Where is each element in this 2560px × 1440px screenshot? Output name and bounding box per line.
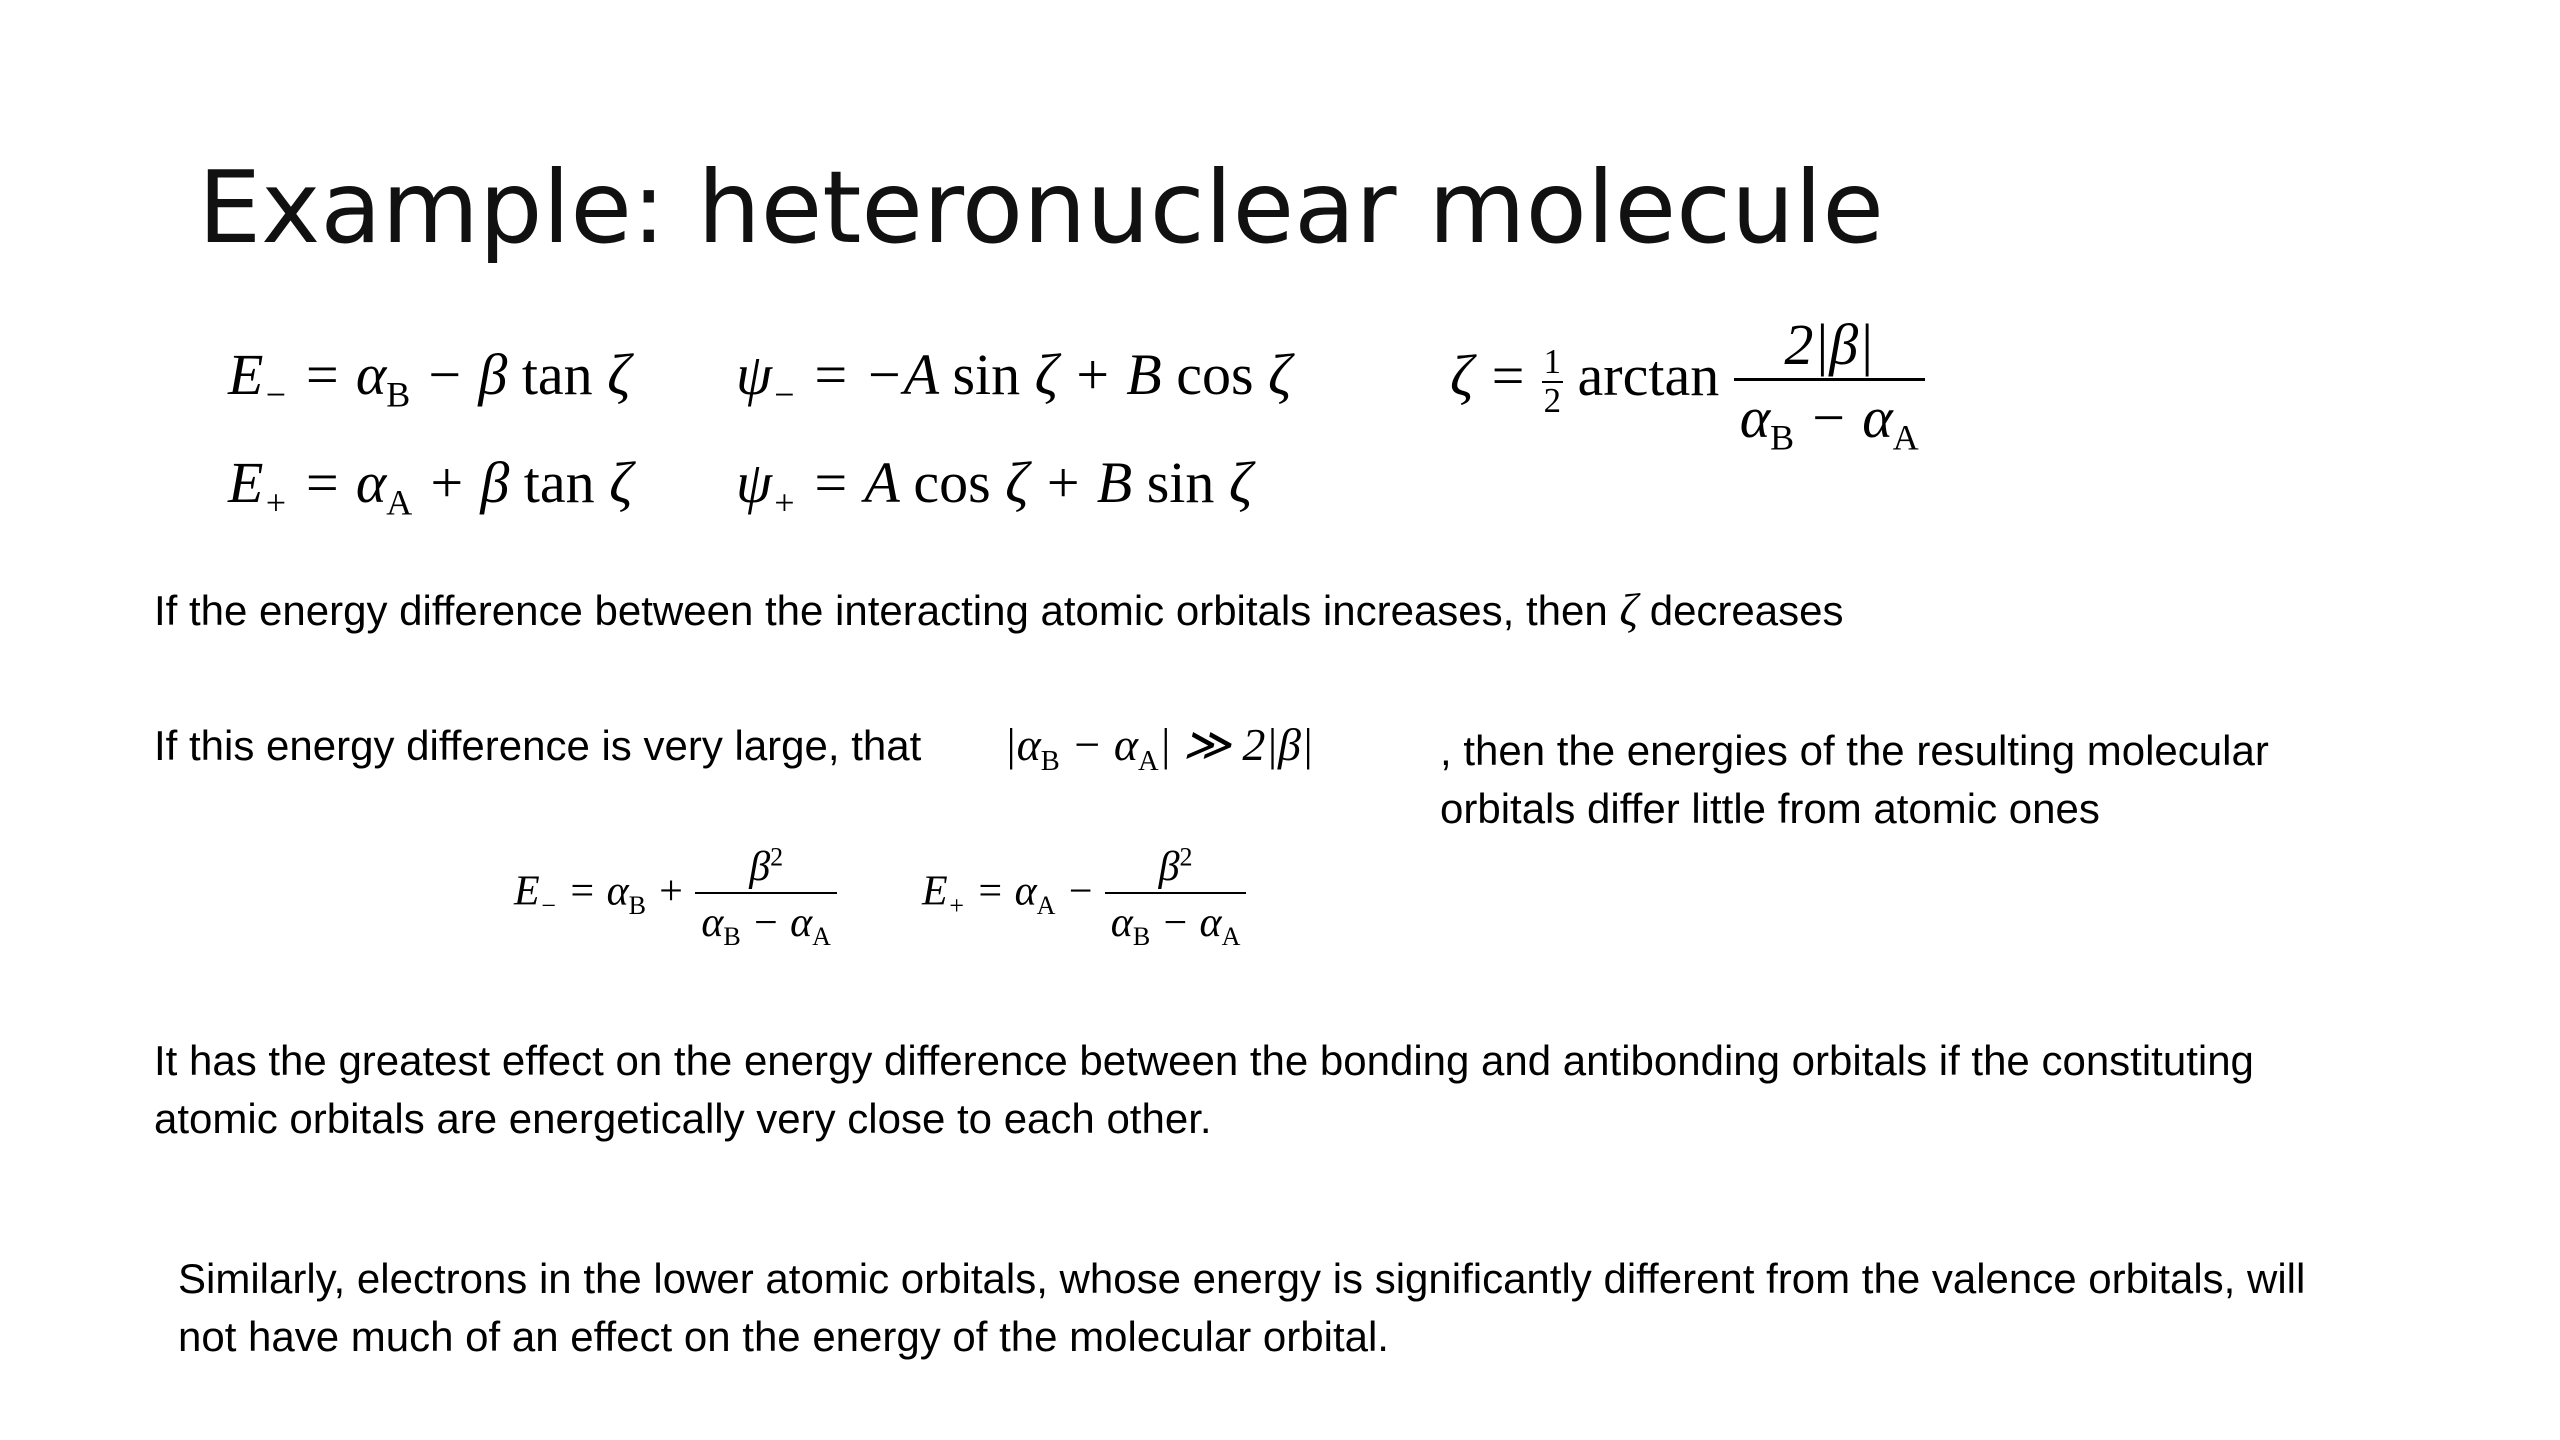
slide-title: Example: heteronuclear molecule xyxy=(198,149,1884,266)
zeta-symbol: ζ xyxy=(1619,584,1639,635)
paragraph-lower-orbitals: Similarly, electrons in the lower atomic orbitals, whose energy is significantly different from the valence orbitals, will not have much of an effect on the energy of the molecular orbital. xyxy=(178,1255,2306,1360)
paragraph-large-difference-lead: If this energy difference is very large, that xyxy=(154,722,922,769)
paragraph-greatest-effect: It has the greatest effect on the energy difference between the bonding and antibonding orbitals if the constituting atomic orbitals are energetically very close to each other. xyxy=(154,1037,2254,1142)
equation-large-difference-condition: $|\alpha_B - \alpha_A|$ ≫ 2|β| xyxy=(1004,719,1314,777)
equation-e-plus: $E_+ = \alpha_A + \beta$ tan ζ xyxy=(228,450,633,523)
paragraph-text: If the energy difference between the interacting atomic orbitals increases, then xyxy=(154,587,1608,634)
equation-psi-plus: $\psi_+ = A$ cos ζ + B sin ζ xyxy=(736,450,1253,523)
equation-zeta-definition: ζ = $\frac{1}{2}$ arctan $\frac{2|\beta|}{\alpha_B - \alpha_A}$ xyxy=(1450,316,1925,447)
equation-e-minus-approx: $E_- = \alpha_B$ + $\frac{\beta^2}{\alpha_B - \alpha_A}$ xyxy=(514,846,837,944)
paragraph-zeta-decreases xyxy=(154,581,1844,640)
equation-e-plus-approx: $E_+ = \alpha_A$ − $\frac{\beta^2}{\alpha_B - \alpha_A}$ xyxy=(922,846,1246,944)
equation-e-minus: $E_- = \alpha_B - \beta$ tan ζ xyxy=(228,342,631,415)
paragraph-large-difference-tail: , then the energies of the resulting molecular orbitals differ little from atomic ones xyxy=(1440,727,2269,832)
equation-psi-minus: $\psi_- = -A$ sin ζ + B cos ζ xyxy=(736,342,1292,415)
paragraph-text: decreases xyxy=(1649,587,1844,634)
